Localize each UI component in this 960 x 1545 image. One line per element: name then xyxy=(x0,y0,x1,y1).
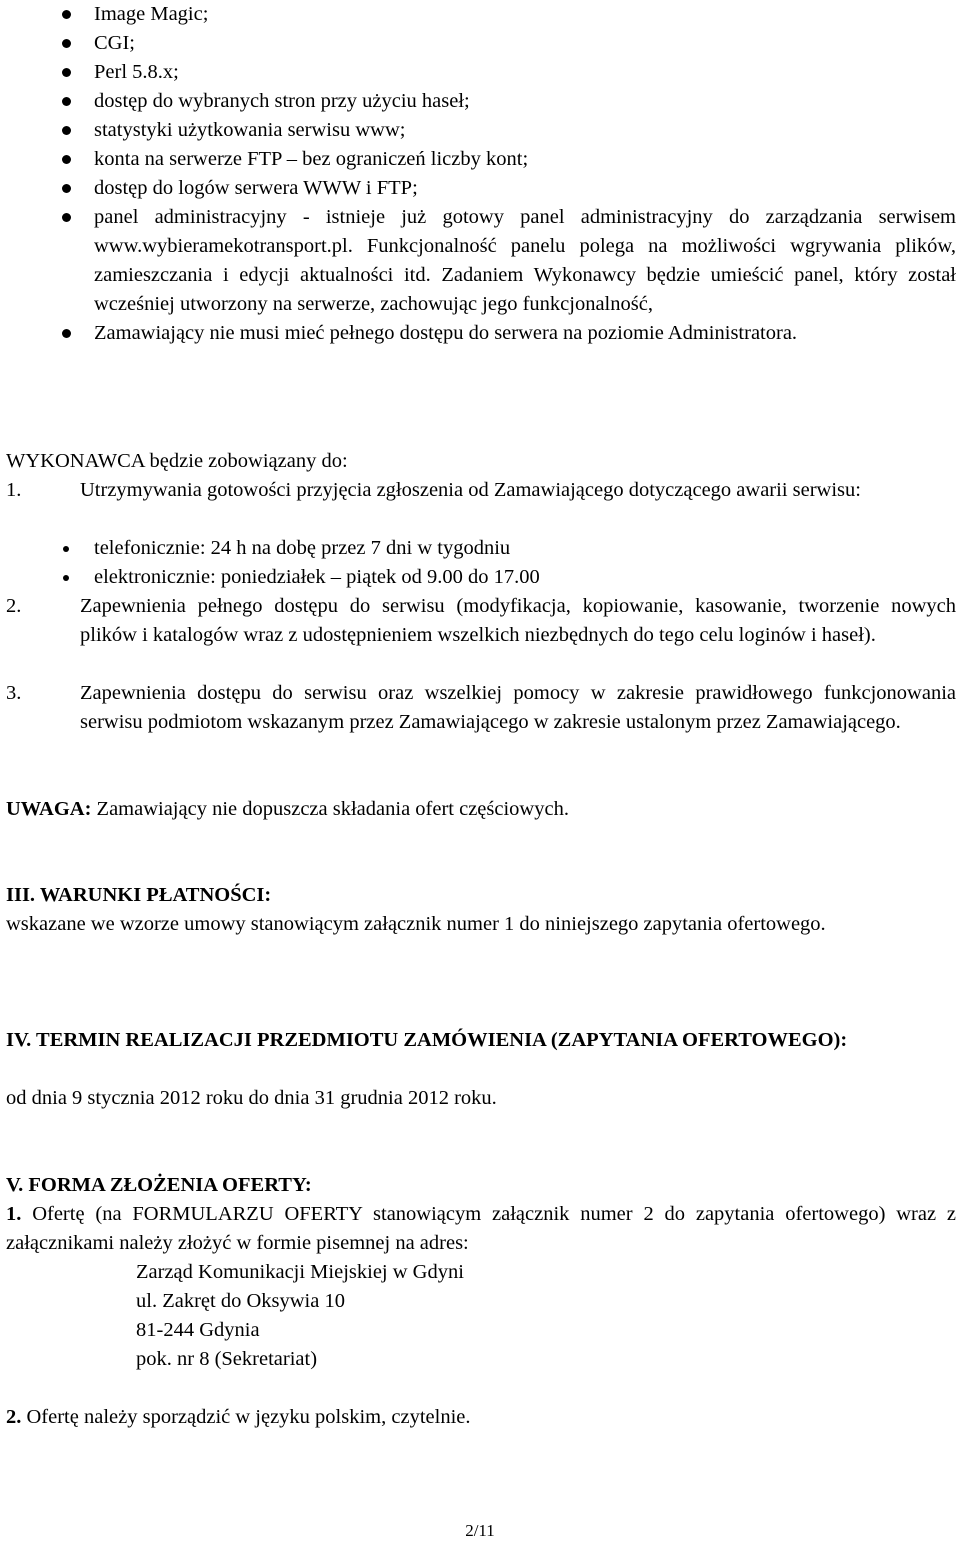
list-item: Image Magic; xyxy=(0,0,956,29)
bullet-icon xyxy=(62,68,71,77)
item-text: Zapewnienia pełnego dostępu do serwisu (modyfikacja, kopiowanie, kasowanie, tworzenie nowych plików i katalogów wraz z udostępnieniem wszelkich niezbędnych do tego celu loginów i haseł). xyxy=(80,595,956,646)
item-number: 2. xyxy=(6,1406,22,1428)
section-3-text: wskazane we wzorze umowy stanowiącym załącznik numer 1 do niniejszego zapytania ofertowego. xyxy=(6,913,826,935)
address-line: pok. nr 8 (Sekretariat) xyxy=(136,1348,318,1370)
bullet-icon xyxy=(63,546,69,552)
item-text: Utrzymywania gotowości przyjęcia zgłoszenia od Zamawiającego dotyczącego awarii serwisu: xyxy=(80,479,861,501)
list-item: statystyki użytkowania serwisu www; xyxy=(0,116,956,145)
list-item: Perl 5.8.x; xyxy=(0,58,956,87)
section-4-heading: IV. TERMIN REALIZACJI PRZEDMIOTU ZAMÓWIENIA (ZAPYTANIA OFERTOWEGO): xyxy=(6,1029,848,1051)
address-line: 81-244 Gdynia xyxy=(136,1319,260,1341)
item-number: 1. xyxy=(6,479,22,501)
requirements-list xyxy=(0,0,956,348)
note-text: Zamawiający nie dopuszcza składania ofert częściowych. xyxy=(91,798,569,820)
list-item: elektronicznie: poniedziałek – piątek od 9.00 do 17.00 xyxy=(0,563,956,592)
list-item: telefonicznie: 24 h na dobę przez 7 dni w tygodniu xyxy=(0,534,956,563)
item-text: Zapewnienia dostępu do serwisu oraz wszelkiej pomocy w zakresie prawidłowego funkcjonowania serwisu podmiotom wskazanym przez Zamawiającego w zakresie ustalonym przez Zamawiającego. xyxy=(80,682,956,733)
bullet-icon xyxy=(62,213,71,222)
bullet-icon xyxy=(62,329,71,338)
item-number: 2. xyxy=(6,595,22,617)
bullet-icon xyxy=(63,575,69,581)
address-line: Zarząd Komunikacji Miejskiej w Gdyni xyxy=(136,1261,464,1283)
obligation-item-2 xyxy=(6,592,956,650)
section-5-item-1 xyxy=(6,1200,956,1258)
item-text: Ofertę należy sporządzić w języku polskim, czytelnie. xyxy=(21,1406,471,1428)
note-label: UWAGA: xyxy=(6,798,92,820)
page-number: 2/11 xyxy=(465,1521,495,1540)
list-item: panel administracyjny - istnieje już gotowy panel administracyjny do zarządzania serwisem www.wybieramekotransport.pl. Funkcjonalność panelu polega na możliwości wgrywania plików, zamieszczania i edycji aktualności itd. Zadaniem Wykonawcy będzie umieścić panel, który został wcześniej utworzony na serwerze, zachowując jego funkcjonalność, xyxy=(0,203,956,319)
list-item: dostęp do logów serwera WWW i FTP; xyxy=(0,174,956,203)
bullet-icon xyxy=(62,184,71,193)
contractor-heading: WYKONAWCA będzie zobowiązany do: xyxy=(6,450,348,472)
section-5-item-2 xyxy=(6,1403,956,1432)
bullet-icon xyxy=(62,155,71,164)
item-number: 3. xyxy=(6,682,22,704)
section-4-text: od dnia 9 stycznia 2012 roku do dnia 31 grudnia 2012 roku. xyxy=(6,1087,497,1109)
list-item: Zamawiający nie musi mieć pełnego dostępu do serwera na poziomie Administratora. xyxy=(0,319,956,348)
list-item: konta na serwerze FTP – bez ograniczeń liczby kont; xyxy=(0,145,956,174)
bullet-icon xyxy=(62,10,71,19)
item-text: Ofertę (na FORMULARZU OFERTY stanowiącym załącznik numer 2 do zapytania ofertowego) wraz z załącznikami należy złożyć w formie pisemnej na adres: xyxy=(6,1203,956,1254)
list-item: dostęp do wybranych stron przy użyciu haseł; xyxy=(0,87,956,116)
obligation-item-1 xyxy=(6,476,956,505)
bullet-icon xyxy=(62,126,71,135)
contact-channels-list xyxy=(0,534,956,592)
bullet-icon xyxy=(62,39,71,48)
note-paragraph xyxy=(6,795,956,824)
bullet-icon xyxy=(62,97,71,106)
section-3-heading: III. WARUNKI PŁATNOŚCI: xyxy=(6,884,272,906)
section-5-heading: V. FORMA ZŁOŻENIA OFERTY: xyxy=(6,1174,312,1196)
item-number: 1. xyxy=(6,1203,22,1225)
obligation-item-3 xyxy=(6,679,956,737)
list-item: CGI; xyxy=(0,29,956,58)
address-line: ul. Zakręt do Oksywia 10 xyxy=(136,1290,345,1312)
